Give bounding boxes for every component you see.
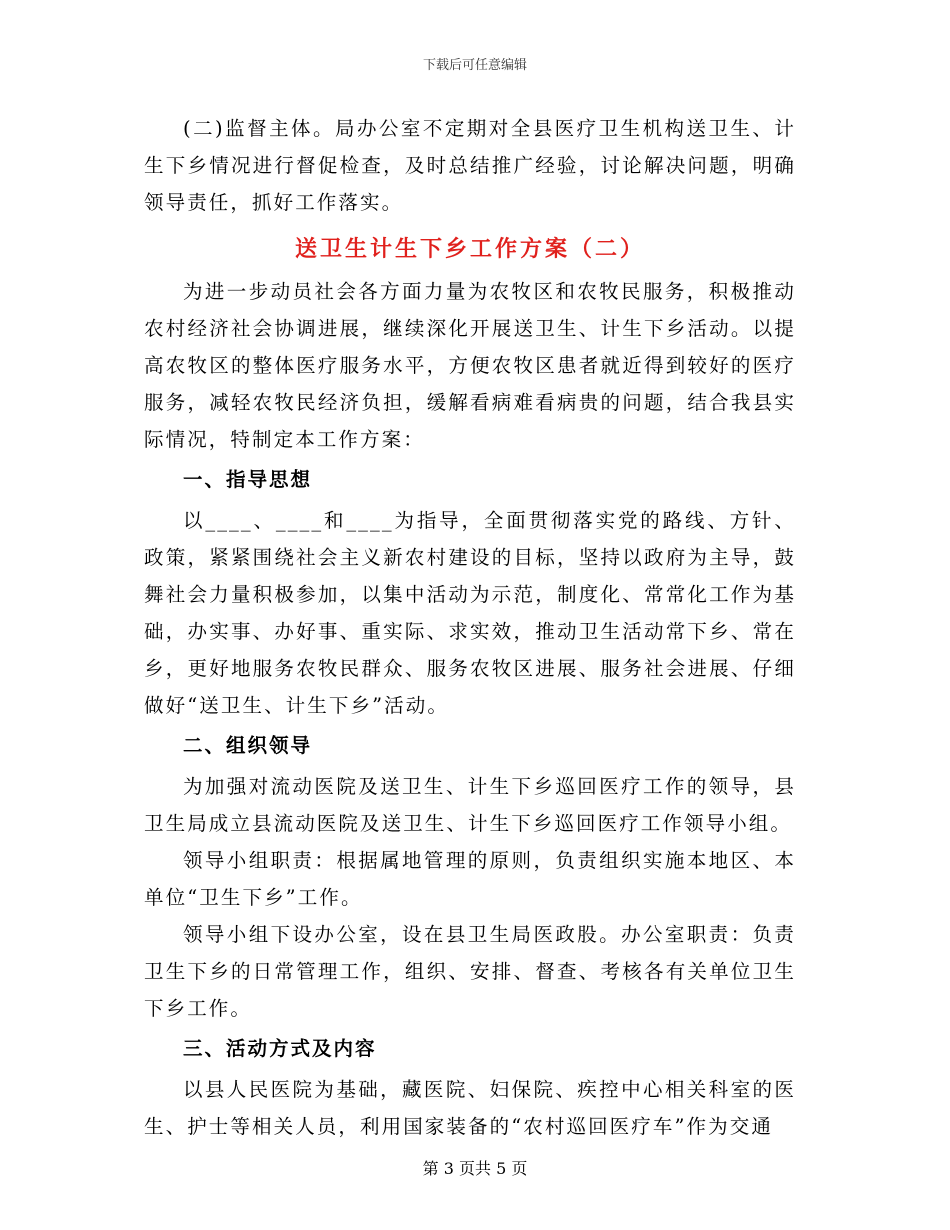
paragraph-activity: 以县人民医院为基础，藏医院、妇保院、疾控中心相关科室的医生、护士等相关人员，利用国家装备的“农村巡回医疗车”作为交通 bbox=[144, 1078, 796, 1138]
paragraph-supervision: (二)监督主体。局办公室不定期对全县医疗卫生机构送卫生、计生下乡情况进行督促检查，及时总结推广经验，讨论解决问题，明确领导责任，抓好工作落实。 bbox=[144, 117, 796, 214]
paragraph-intro: 为进一步动员社会各方面力量为农牧区和农牧民服务，积极推动农村经济社会协调进展，继续深化开展送卫生、计生下乡活动。以提高农牧区的整体医疗服务水平，方便农牧区患者就近得到较好的医疗服务，减轻农牧民经济负担，缓解看病难看病贵的问题，结合我县实际情况，特制定本工作方案： bbox=[144, 280, 796, 451]
section-heading-organization: 二、组织领导 bbox=[183, 734, 313, 757]
paragraph-guiding: 以____、____和____为指导，全面贯彻落实党的路线、方针、政策，紧紧围绕社会主义新农村建设的目标，坚持以政府为主导，鼓舞社会力量积极参加，以集中活动为示范，制度化、常常化工作为基础，办实事、办好事、重实际、求实效，推动卫生活动常下乡、常在乡，更好地服务农牧民群众、服务农牧区进展、服务社会进展、仔细做好“送卫生、计生下乡”活动。 bbox=[144, 509, 796, 717]
section-heading-activity: 三、活动方式及内容 bbox=[183, 1037, 377, 1060]
section-heading-guiding: 一、指导思想 bbox=[183, 468, 313, 491]
document-title: 送卫生计生下乡工作方案（二） bbox=[294, 236, 645, 262]
page-header: 下载后可任意编辑 bbox=[422, 58, 527, 73]
paragraph-organization-3: 领导小组下设办公室，设在县卫生局医政股。办公室职责：负责卫生下乡的日常管理工作，组织、安排、督查、考核各有关单位卫生下乡工作。 bbox=[144, 923, 796, 1020]
document-body bbox=[144, 110, 796, 1145]
paragraph-organization-2: 领导小组职责：根据属地管理的原则，负责组织实施本地区、本单位“卫生下乡”工作。 bbox=[144, 849, 796, 909]
paragraph-organization-1: 为加强对流动医院及送卫生、计生下乡巡回医疗工作的领导，县卫生局成立县流动医院及送卫生、计生下乡巡回医疗工作领导小组。 bbox=[144, 775, 796, 835]
page-number: 第 3 页共 5 页 bbox=[422, 1159, 528, 1178]
